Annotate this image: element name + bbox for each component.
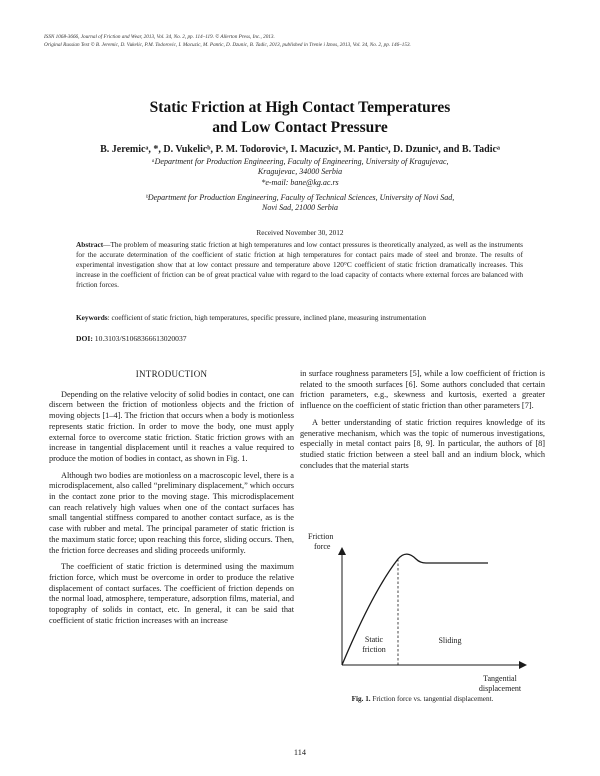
x-axis-label-line-1: Tangential xyxy=(483,674,517,683)
paper-title-line-2: and Low Contact Pressure xyxy=(212,119,388,136)
figure-caption xyxy=(300,695,545,703)
affiliation-a xyxy=(40,157,560,188)
affiliation-b-line-1: ᵇDepartment for Production Engineering, Faculty of Technical Sciences, University of Novi Sad, xyxy=(145,193,455,202)
abstract-text: —The problem of measuring static friction at high temperatures and low contact pressures is theoretically analyzed, as well as the instruments for the accurate determination of the coefficient of static friction at high temperatures for contact pairs made of steel and bronze. The results of experimental investigation show that at low contact pressure and temperature above 120°C coefficient of static friction dramatically increases. This increase in the coefficient of friction can be of great practical value with regard to the load capacity of contacts where external forces are balanced with friction forces. xyxy=(76,240,523,289)
doi xyxy=(76,334,523,344)
keywords-text: : coefficient of static friction, high temperatures, specific pressure, inclined plane, measuring instrumentation xyxy=(107,313,427,322)
body-paragraph: in surface roughness parameters [5], while a low coefficient of friction is related to the smooth surfaces [6]. Some authors concluded that certain friction parameters, e.g., skewness and kurtosis, exerted a greater influence on the coefficient of static friction than other parameters [7]. xyxy=(300,369,545,411)
journal-header-line-1: ISSN 1068-3666, Journal of Friction and Wear, 2013, Vol. 34, No. 2, pp. 114–119. © Allerton Press, Inc., 2013. xyxy=(44,34,275,40)
body-paragraph: A better understanding of static friction requires knowledge of its generative mechanism, which was the topic of numerous investigations, especially in metal contact pairs [8, 9]. In particular, the authors of [8] studied static friction between a steel ball and an indium block, which concludes that the material starts xyxy=(300,417,545,470)
journal-header-line-2: Original Russian Text © B. Jeremic, D. Vukelic, P.M. Todorovic, I. Macuzic, M. Pantic, D. Dzunic, B. Tadic, 2013, published in Trenie i Iznos, 2013, Vol. 34, No. 2, pp. 146–153. xyxy=(44,42,411,49)
received-date: Received November 30, 2012 xyxy=(256,228,344,237)
abstract xyxy=(76,240,523,290)
affiliation-b xyxy=(40,193,560,214)
affiliation-a-line-2: Kragujevac, 34000 Serbia xyxy=(257,167,343,177)
journal-header xyxy=(44,33,564,50)
section-title: INTRODUCTION xyxy=(135,369,208,379)
body-paragraph: Depending on the relative velocity of solid bodies in contact, one can discern between the friction of motionless objects and the friction of moving objects [1–4]. The friction that occurs when a body is motionless represents static friction. In order to move the body, one must apply external force to overcome static friction. Static friction grows with an increase in tangential displacement until it reaches a value required to produce the motion of bodies in contact, as shown in Fig. 1. xyxy=(49,389,294,463)
static-region-label-line-1: Static xyxy=(364,635,384,644)
left-column xyxy=(49,369,294,632)
body-paragraph: Although two bodies are motionless on a macroscopic level, there is a microdisplacement, also called “preliminary displacement,” which occurs in the contact zone prior to the moving stage. This microdisplacement can reach relatively high values when one of the contact surfaces has small tangential stiffness compared to another contact surface, as is the case with rubber and metal. The principal parameter of static friction is the maximum static force; upon reaching this force, sliding occurs. Then, the friction force decreases and sliding proceeds uniformly. xyxy=(49,470,294,555)
sliding-region-label: Sliding xyxy=(438,636,462,645)
figure-caption-text: Friction force vs. tangential displacement. xyxy=(370,695,494,703)
keywords-label: Keywords xyxy=(76,313,108,322)
y-axis-label-line-1: Friction xyxy=(308,532,334,541)
figure-1 xyxy=(300,527,545,697)
author-list: B. Jeremicᵃ, *, D. Vukelicᵇ, P. M. Todorovicᵃ, I. Macuzicᵃ, M. Panticᵃ, D. Dzunicᵃ, and B. Tadicᵃ xyxy=(100,144,500,155)
doi-label: DOI: xyxy=(76,334,93,343)
affiliation-a-line-1: ᵃDepartment for Production Engineering, Faculty of Engineering, University of Kragujevac, xyxy=(151,157,449,166)
paper-title xyxy=(40,98,560,138)
friction-diagram xyxy=(300,527,545,697)
right-column xyxy=(300,369,545,477)
x-axis-label-line-2: displacement xyxy=(478,684,522,693)
body-paragraph: The coefficient of static friction is determined using the maximum friction force, which must be overcome in order to produce the relative displacement of contact surfaces. The coefficient of friction depends on the normal load, atmosphere, temperature, adsorption films, material, and topography of solids in contact, etc. In general, it can be said that coefficient of static friction increases with an increase xyxy=(49,562,294,625)
page-number: 114 xyxy=(293,748,307,757)
abstract-label: Abstract xyxy=(76,240,104,249)
keywords xyxy=(76,313,523,323)
author-email: *e-mail: bane@kg.ac.rs xyxy=(261,177,339,187)
paper-title-line-1: Static Friction at High Contact Temperatures xyxy=(149,99,451,116)
doi-value: 10.3103/S1068366613020037 xyxy=(92,334,187,343)
static-region-label-line-2: friction xyxy=(362,645,386,654)
affiliation-b-line-2: Novi Sad, 21000 Serbia xyxy=(262,203,338,213)
figure-caption-label: Fig. 1. xyxy=(351,695,371,703)
y-axis-label-line-2: force xyxy=(314,542,331,551)
